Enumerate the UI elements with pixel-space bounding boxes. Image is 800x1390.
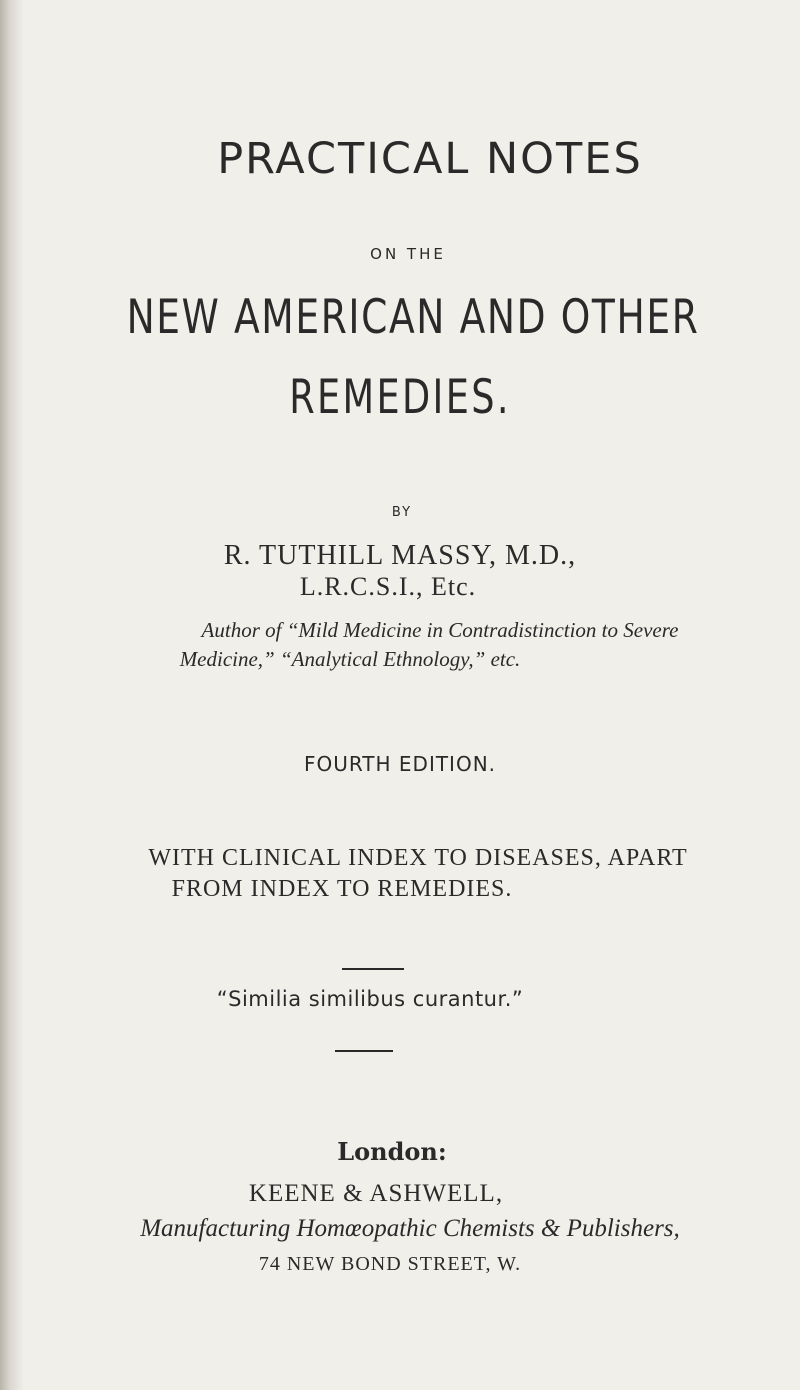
edition-label: FOURTH EDITION. [303, 752, 497, 776]
motto-rule-bottom [335, 1050, 393, 1052]
author-works-line-1: Author of “Mild Medicine in Contradistinction to Severe [201, 618, 679, 642]
publisher-name: KEENE & ASHWELL, [248, 1180, 504, 1207]
title-connector: ON THE [370, 245, 446, 263]
index-note-line-2: FROM INDEX TO REMEDIES. [171, 876, 513, 902]
title-line-1: PRACTICAL NOTES [217, 134, 643, 184]
title-line-2: NEW AMERICAN AND OTHER [126, 290, 700, 345]
author-works-line-2: Medicine,” “Analytical Ethnology,” etc. [179, 647, 521, 671]
title-line-3: REMEDIES. [289, 370, 511, 425]
imprint-place: London: [337, 1137, 447, 1166]
author-qualifications: L.R.C.S.I., Etc. [299, 572, 477, 601]
author-name: R. TUTHILL MASSY, M.D., [223, 540, 577, 571]
index-note-line-1: WITH CLINICAL INDEX TO DISEASES, APART [148, 845, 688, 871]
publisher-address: 74 NEW BOND STREET, W. [258, 1253, 522, 1275]
publisher-description: Manufacturing Homœopathic Chemists & Publishers, [140, 1215, 680, 1242]
motto-rule-top [342, 968, 404, 970]
motto: “Similia similibus curantur.” [216, 987, 524, 1011]
by-label: BY [391, 505, 413, 520]
